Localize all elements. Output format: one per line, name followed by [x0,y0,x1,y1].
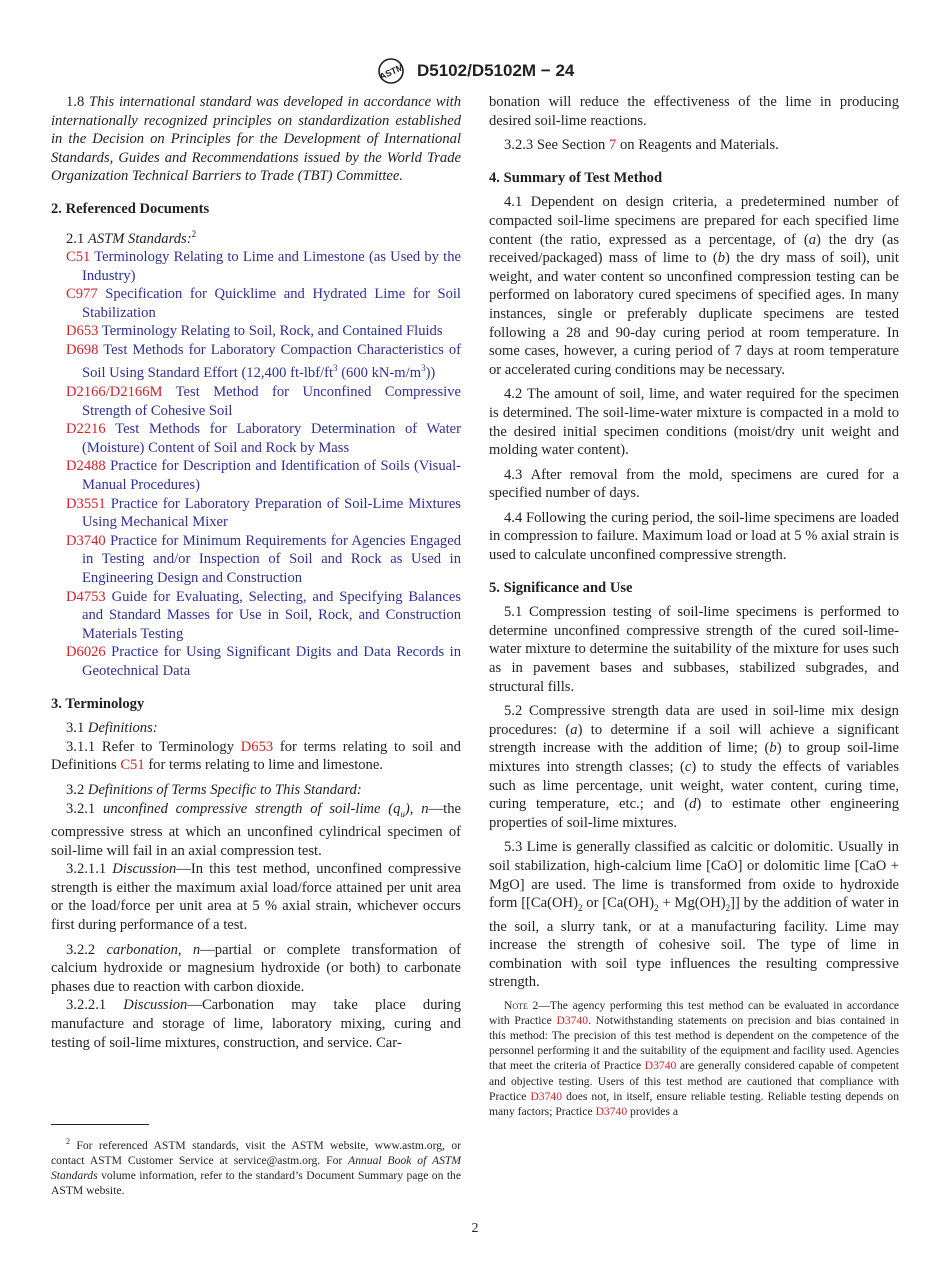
footnote-divider [51,1124,149,1125]
link-c51[interactable]: C51 [120,757,145,774]
carbonation-continued: bonation will reduce the effectiveness of the lime in producing desired soil-lime reactions. [489,94,899,129]
footnote-2: $^2$ For referenced ASTM standards, visit the ASTM website, www.astm.org, or contact ASTM Customer Service at service@astm.org. For Annual Book of ASTM Standards volume information, refer to the standard’s Document Summary page on the ASTM website. [51,1137,461,1198]
section-1-8: 1.8 This international standard was developed in accordance with internationally recognized principles on standardization established in the Decision on Principles for the Development of International Standards, Guides and Recommendations issued by the World Trade Organization Technical Barriers to Trade (TBT) Committee. [51,94,462,185]
section-4-3: 4.3 After removal from the mold, specimens are cured for a specified number of days. [489,466,900,502]
link-d3740[interactable]: D3740 [595,1104,628,1118]
section-4-title: 4. Summary of Test Method [489,169,663,186]
section-4-2: 4.2 The amount of soil, lime, and water required for the specimen is determined. The soil-lime-water mixture is compacted in a mold to the desired initial specimen conditions (moist/dry unit weight and molding water content). [489,386,900,459]
page-header [0,56,950,86]
left-column [51,93,461,1058]
link-d653[interactable]: D653 [240,738,274,755]
section-4-1: 4.1 Dependent on design criteria, a predetermined number of compacted soil-lime specimens are prepared for each specified lime content (the ratio, expressed as a percentage, of (a) the dry (as received/packaged) mass of lime to (b) the dry mass of soil), unit weight, and water content so unconfined compression testing can be performed on laboratory cured specimens of specified ages. In many instances, single or preferably duplicate specimens are tested following a 28 and 90-day curing period at room temperature. In some cases, however, a curing period of 7 days at room temperature or accelerated curing conditions may be necessary. [489,194,899,378]
reference-item-d698[interactable]: D698 Test Methods for Laboratory Compaction Characteristics of Soil Using Standard Effort (12,400 $ft-lbf/ft^3$ (600 $kN-m/m^3$)) [66,341,461,382]
section-3-2-1-1: 3.2.1.1 Discussion—In this test method, unconfined compressive strength is either the maximum axial load/force attained per unit area or the load/force per unit area at 5 % axial strain, whichever occurs first during performance of a test. [51,861,461,933]
reference-list [51,248,461,681]
section-3-2-2: 3.2.2 carbonation, n—partial or complete transformation of calcium hydroxide or magnesium hydroxide (or both) to carbonate phases due to reaction with carbon dioxide. [51,941,461,995]
page-number: 2 [471,1221,479,1236]
link-section-7[interactable]: 7 [609,137,617,154]
reference-item-c977[interactable]: C977 Specification for Quicklime and Hydrated Lime for Soil Stabilization [66,286,461,321]
astm-logo-icon [373,56,409,86]
section-2-title: 2. Referenced Documents [51,200,210,217]
standard-designation: D5102/D5102M − 24 [417,61,575,80]
reference-item-d2216[interactable]: D2216 Test Methods for Laboratory Determination of Water (Moisture) Content of Soil and Rock by Mass [66,421,461,456]
section-3-title: 3. Terminology [51,695,145,712]
link-d3740[interactable]: D3740 [644,1059,677,1073]
section-5-2: 5.2 Compressive strength data are used in soil-lime mix design procedures: (a) to determine if a soil will achieve a significant strength increase with the addition of lime; (b) to group soil-lime mixtures into strength classes; (c) to study the effects of variables such as lime percentage, unit weight, water content, curing time, curing temperature, etc.; and (d) to estimate other engineering properties of soil-lime mixtures. [489,703,900,831]
right-column [489,93,899,1119]
reference-item-d6026[interactable]: D6026 Practice for Using Significant Digits and Data Records in Geotechnical Data [66,644,461,679]
section-3-2-1: 3.2.1 unconfined compressive strength of soil-lime $(q_u)$, n—the compressive stress at which an unconfined cylindrical specimen of soil-lime will fail in an axial compression test. [51,800,461,859]
reference-item-d4753[interactable]: D4753 Guide for Evaluating, Selecting, and Specifying Balances and Standard Masses for Use in Soil, Rock, and Construction Materials Testing [66,588,461,642]
section-5-3: 5.3 Lime is generally classified as calcitic or dolomitic. Usually in soil stabilization, high-calcium lime [CaO] or dolomitic lime [CaO + MgO] are used. The lime is transformed from oxide to hydroxide form [[$Ca(OH)_2$ or $[Ca(OH)_2 + Mg(OH)_2]$] by the addition of water in the soil, a slurry tank, or at a manufacturing facility. Lime may increase the strength of cohesive soil. The type of lime in combination with soil type influences the resulting compressive strength. [489,839,899,991]
section-4-4: 4.4 Following the curing period, the soil-lime specimens are loaded in compression to failure. Maximum load or load at 5 % axial strain is used to calculate unconfined compressive strength. [489,509,899,564]
astm-logo-text: ASTM [377,61,406,82]
section-5-title: 5. Significance and Use [489,579,633,596]
link-d3740[interactable]: D3740 [530,1089,562,1103]
reference-item-d2488[interactable]: D2488 Practice for Description and Identification of Soils (Visual-Manual Procedures) [66,458,462,493]
section-3-2-2-1: 3.2.2.1 Discussion—Carbonation may take place during manufacture and storage of lime, laboratory mixing, curing and testing of soil-lime mixtures, construction, and service. Car- [51,997,461,1051]
reference-item-d653[interactable]: D653 Terminology Relating to Soil, Rock, and Contained Fluids [66,323,443,340]
reference-item-c51[interactable]: C51 Terminology Relating to Lime and Limestone (as Used by the Industry) [66,249,462,284]
section-5-1: 5.1 Compression testing of soil-lime specimens is performed to determine unconfined compressive strength of the cured soil-lime-water mixture to determine the suitability of the mixture for uses such as in pavement bases and subbases, stabilized subgrades, and structural fills. [489,604,899,695]
section-3-2: 3.2 Definitions of Terms Specific to This Standard: [66,781,362,798]
section-3-1: 3.1 Definitions: [66,720,158,737]
section-3-2-3: 3.2.3 See Section 7 on Reagents and Materials. [504,137,779,154]
reference-item-d3740[interactable]: D3740 Practice for Minimum Requirements for Agencies Engaged in Testing and/or Inspection of Soil and Rock as Used in Engineering Design and Construction [66,532,461,586]
reference-item-d2166[interactable]: D2166/D2166M Test Method for Unconfined Compressive Strength of Cohesive Soil [66,384,461,419]
reference-item-d3551[interactable]: D3551 Practice for Laboratory Preparation of Soil-Lime Mixtures Using Mechanical Mixer [66,495,461,531]
note-2: Note 2—The agency performing this test method can be evaluated in accordance with Practice D3740. Notwithstanding statements on precision and bias contained in this method: The precision of this test method is dependent on the competence of the personnel performing it and the suitability of the equipment and facility used. Agencies that meet the criteria of Practice D3740 are generally considered capable of competent and objective testing. Users of this test method are cautioned that compliance with Practice D3740 does not, in itself, ensure reliable testing. Reliable testing depends on many factors; Practice D3740 provides a [489,999,899,1118]
section-3-1-1: 3.1.1 Refer to Terminology D653 for terms relating to soil and Definitions C51 for terms relating to lime and limestone. [51,738,461,774]
link-d3740[interactable]: D3740 [556,1014,589,1028]
section-2-1: 2.1 ASTM Standards:$^2$ [66,228,197,247]
